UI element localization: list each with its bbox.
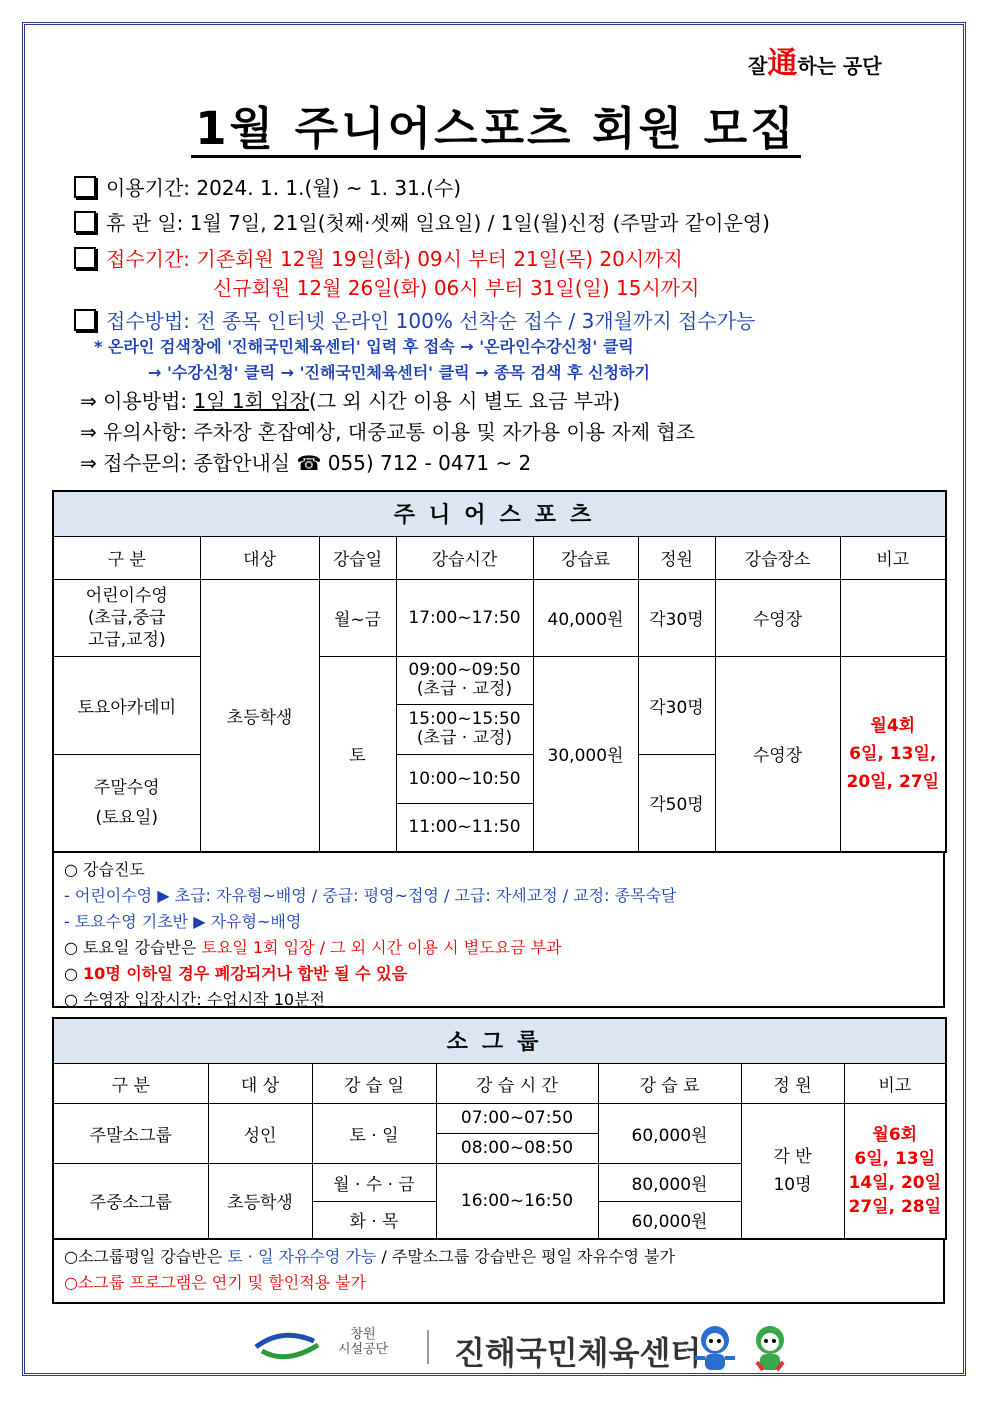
note-saturday-entry: ○ 토요일 강습반은 토요일 1회 입장 / 그 외 시간 이용 시 별도요금 부과 [64,938,562,957]
col-header: 비고 [844,1063,946,1103]
sat-place: 수영장 [715,656,840,852]
footer-divider [427,1330,429,1364]
col-header: 강 습 료 [598,1063,741,1103]
info-method: 접수방법: 전 종목 인터넷 온라인 100% 선착순 접수 / 3개월까지 접수가능 [74,305,755,334]
checkbox-icon [74,247,96,269]
center-name: 진해국민체육센터 [454,1334,702,1372]
info-reception: 접수기간: 기존회원 12월 19일(화) 09시 부터 21일(목) 20시까지 [74,243,683,272]
col-header: 강 습 일 [312,1063,436,1103]
weekend-group-target: 성인 [208,1103,312,1163]
col-header: 강습일 [319,536,396,579]
note-kids-levels: - 어린이수영 ▶ 초급: 자유형~배영 / 중급: 평영~접영 / 고급: 자세교정 / 교정: 종목숙달 [64,886,677,905]
checkbox-icon [74,211,96,233]
sat-academy-label: 토요아카데미 [53,656,200,754]
weekday-group-fee-1: 80,000원 [598,1163,741,1201]
weekend-group-time-2: 08:00~08:50 [436,1133,598,1163]
junior-notes [52,853,945,1008]
org-name: 창원 시설공단 [338,1327,389,1357]
small-capacity: 각 반 10명 [741,1103,844,1239]
col-header: 강습시간 [396,536,533,579]
kids-place: 수영장 [715,579,840,656]
small-remark: 월6회 6일, 13일 14일, 20일 27일, 28일 [844,1103,946,1239]
col-header: 강습장소 [715,536,840,579]
junior-table-title: 주니어스포츠 [53,491,946,536]
small-table-title: 소그룹 [53,1018,946,1063]
note-small-no-discount: ○소그룹 프로그램은 연기 및 할인적용 불가 [64,1273,367,1292]
note-small-free-swim: ○소그룹평일 강습반은 토 · 일 자유수영 가능 / 주말소그룹 강습반은 평일 자유수영 불가 [64,1247,675,1266]
target-cell: 초등학생 [200,579,319,852]
col-header: 강 습 시 간 [436,1063,598,1103]
mascot-blue-icon [690,1322,740,1374]
method-sub2: → '수강신청' 클릭 → '진해국민체육센터' 클릭 → 종목 검색 후 신청하기 [148,363,650,382]
kids-days: 월~금 [319,579,396,656]
note-progress: ○ 강습진도 [64,860,145,879]
weekday-group-time: 16:00~16:50 [436,1163,598,1239]
col-header: 구 분 [53,536,200,579]
weekend-group-time-1: 07:00~07:50 [436,1103,598,1133]
col-header: 대 상 [208,1063,312,1103]
weekday-group-days-2: 화 · 목 [312,1201,436,1239]
kids-capacity: 각30명 [638,579,715,656]
note-entry-time: ○ 수영장 입장시간: 수업시작 10분전 [64,990,325,1009]
weekday-group-label: 주중소그룹 [53,1163,208,1239]
info-contact: ⇒ 접수문의: 종합안내실 ☎ 055) 712 - 0471 ~ 2 [80,451,532,475]
small-group-table [52,1017,947,1240]
weekend-swim-label: 주말수영 (토요일) [53,754,200,852]
weekday-group-target: 초등학생 [208,1163,312,1239]
col-header: 비고 [840,536,946,579]
kids-fee: 40,000원 [533,579,638,656]
note-saturday-basic: - 토요수영 기초반 ▶ 자유형~배영 [64,912,302,931]
weekend-capacity: 각50명 [638,754,715,852]
info-caution: ⇒ 유의사항: 주차장 혼잡예상, 대중교통 이용 및 자가용 이용 자제 협조 [80,420,696,444]
footer [0,1322,992,1378]
weekend-time-1: 10:00~10:50 [396,754,533,803]
sat-time-1: 09:00~09:50 (초급 · 교정) [396,656,533,704]
junior-table [52,490,947,853]
info-reception-new: 신규회원 12월 26일(화) 06시 부터 31일(일) 15시까지 [213,276,700,300]
kids-swim-label: 어린이수영 (초급,중급 고급,교정) [53,579,200,656]
sat-time-2: 15:00~15:50 (초급 · 교정) [396,704,533,754]
col-header: 정원 [638,536,715,579]
weekend-time-2: 11:00~11:50 [396,803,533,852]
sat-remark: 월4회 6일, 13일, 20일, 27일 [840,656,946,852]
page-title: 1월 주니어스포츠 회원 모집 [0,92,992,157]
col-header: 강습료 [533,536,638,579]
info-usage: ⇒ 이용방법: 1일 1회 입장(그 외 시간 이용 시 별도 요금 부과) [80,389,621,413]
weekend-group-days: 토 · 일 [312,1103,436,1163]
changwon-logo-icon [252,1327,324,1363]
note-cancel: ○ 10명 이하일 경우 폐강되거나 합반 될 수 있음 [64,964,408,983]
col-header: 구 분 [53,1063,208,1103]
weekend-group-label: 주말소그룹 [53,1103,208,1163]
small-notes [52,1240,945,1304]
sat-capacity: 각30명 [638,656,715,754]
kids-remark [840,579,946,656]
weekend-group-fee: 60,000원 [598,1103,741,1163]
sat-fee: 30,000원 [533,656,638,852]
checkbox-icon [74,309,96,331]
weekday-group-fee-2: 60,000원 [598,1201,741,1239]
method-sub1: * 온라인 검색창에 '진해국민체육센터' 입력 후 접속 → '온라인수강신청' 클릭 [94,337,634,356]
mascot-green-icon [745,1322,795,1374]
info-period: 이용기간: 2024. 1. 1.(월) ~ 1. 31.(수) [74,172,461,201]
checkbox-icon [74,176,96,198]
col-header: 정 원 [741,1063,844,1103]
slogan: 잘通하는 공단 [748,46,882,81]
weekday-group-days-1: 월 · 수 · 금 [312,1163,436,1201]
info-closed: 휴 관 일: 1월 7일, 21일(첫째·셋째 일요일) / 1일(월)신정 (주말과 같이운영) [74,207,770,236]
col-header: 대상 [200,536,319,579]
sat-day: 토 [319,656,396,852]
kids-time: 17:00~17:50 [396,579,533,656]
